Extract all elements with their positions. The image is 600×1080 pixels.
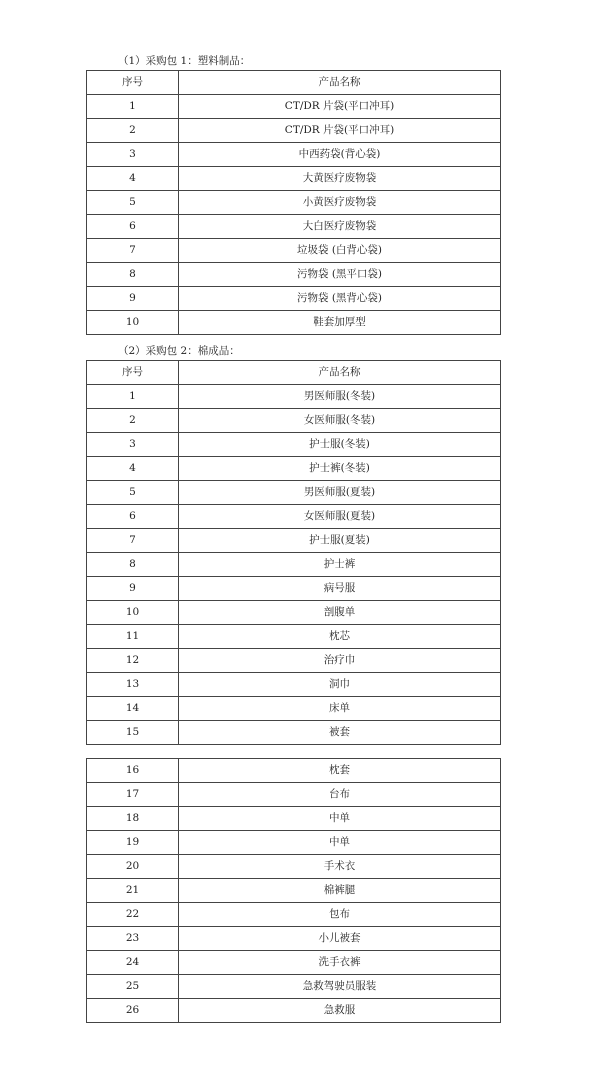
cotton-products-table (86, 360, 501, 745)
table-row (87, 807, 501, 831)
section-2-title: （2）采购包 2：棉成品： (118, 345, 240, 357)
row-product-name-cell: 污物袋 (黑平口袋) (179, 263, 501, 287)
table-row (87, 287, 501, 311)
row-product-name-cell: 治疗巾 (179, 649, 501, 673)
row-product-name-cell: 男医师服(冬装) (179, 385, 501, 409)
table-row (87, 697, 501, 721)
cotton-products-table-continued (86, 758, 501, 1023)
table-row (87, 831, 501, 855)
table-row (87, 879, 501, 903)
row-product-name-cell: 中单 (179, 831, 501, 855)
row-index-cell: 6 (87, 215, 179, 239)
row-product-name-cell: 被套 (179, 721, 501, 745)
table-row (87, 215, 501, 239)
section-1-title: （1）采购包 1：塑料制品： (118, 55, 251, 67)
row-product-name-cell: 污物袋 (黑背心袋) (179, 287, 501, 311)
row-index-cell: 24 (87, 951, 179, 975)
row-product-name-cell: 包布 (179, 903, 501, 927)
table-row (87, 505, 501, 529)
row-product-name-cell: CT/DR 片袋(平口冲耳) (179, 119, 501, 143)
table-row (87, 119, 501, 143)
plastic-products-table (86, 70, 501, 335)
row-product-name-cell: CT/DR 片袋(平口冲耳) (179, 95, 501, 119)
row-index-cell: 19 (87, 831, 179, 855)
table-row (87, 311, 501, 335)
header-product-name: 产品名称 (179, 361, 501, 385)
table-row (87, 143, 501, 167)
table-row (87, 529, 501, 553)
row-index-cell: 11 (87, 625, 179, 649)
row-index-cell: 13 (87, 673, 179, 697)
table-row (87, 649, 501, 673)
row-index-cell: 2 (87, 119, 179, 143)
table-row (87, 951, 501, 975)
row-product-name-cell: 手术衣 (179, 855, 501, 879)
row-product-name-cell: 洞巾 (179, 673, 501, 697)
table-row (87, 553, 501, 577)
row-index-cell: 15 (87, 721, 179, 745)
table-row (87, 433, 501, 457)
table-row (87, 167, 501, 191)
row-product-name-cell: 男医师服(夏装) (179, 481, 501, 505)
table-row (87, 191, 501, 215)
row-index-cell: 9 (87, 577, 179, 601)
row-index-cell: 8 (87, 553, 179, 577)
row-product-name-cell: 台布 (179, 783, 501, 807)
table-row (87, 239, 501, 263)
table-row (87, 601, 501, 625)
row-product-name-cell: 护士服(夏装) (179, 529, 501, 553)
row-product-name-cell: 护士裤(冬装) (179, 457, 501, 481)
table-row (87, 783, 501, 807)
table-row (87, 855, 501, 879)
row-index-cell: 26 (87, 999, 179, 1023)
row-index-cell: 1 (87, 385, 179, 409)
row-product-name-cell: 大白医疗废物袋 (179, 215, 501, 239)
row-index-cell: 16 (87, 759, 179, 783)
table-row (87, 481, 501, 505)
table-row (87, 95, 501, 119)
row-index-cell: 14 (87, 697, 179, 721)
table-header-row (87, 361, 501, 385)
row-index-cell: 9 (87, 287, 179, 311)
row-index-cell: 5 (87, 191, 179, 215)
table-row (87, 975, 501, 999)
table-row (87, 999, 501, 1023)
row-index-cell: 7 (87, 239, 179, 263)
row-index-cell: 3 (87, 143, 179, 167)
row-index-cell: 21 (87, 879, 179, 903)
table-row (87, 263, 501, 287)
table-row (87, 409, 501, 433)
table-row (87, 721, 501, 745)
row-index-cell: 12 (87, 649, 179, 673)
row-index-cell: 2 (87, 409, 179, 433)
table-row (87, 625, 501, 649)
header-product-name: 产品名称 (179, 71, 501, 95)
row-index-cell: 4 (87, 457, 179, 481)
row-product-name-cell: 中单 (179, 807, 501, 831)
header-index: 序号 (87, 361, 179, 385)
row-product-name-cell: 小儿被套 (179, 927, 501, 951)
row-product-name-cell: 病号服 (179, 577, 501, 601)
row-index-cell: 10 (87, 311, 179, 335)
row-index-cell: 8 (87, 263, 179, 287)
row-index-cell: 3 (87, 433, 179, 457)
row-product-name-cell: 护士服(冬装) (179, 433, 501, 457)
row-index-cell: 7 (87, 529, 179, 553)
row-product-name-cell: 棉裤腿 (179, 879, 501, 903)
row-product-name-cell: 垃圾袋 (白背心袋) (179, 239, 501, 263)
row-product-name-cell: 鞋套加厚型 (179, 311, 501, 335)
row-index-cell: 6 (87, 505, 179, 529)
row-product-name-cell: 急救驾驶员服装 (179, 975, 501, 999)
row-product-name-cell: 枕套 (179, 759, 501, 783)
table-row (87, 673, 501, 697)
row-index-cell: 4 (87, 167, 179, 191)
row-index-cell: 17 (87, 783, 179, 807)
row-index-cell: 5 (87, 481, 179, 505)
table-row (87, 903, 501, 927)
table-header-row (87, 71, 501, 95)
row-product-name-cell: 剖腹单 (179, 601, 501, 625)
table-row (87, 457, 501, 481)
table-row (87, 759, 501, 783)
header-index: 序号 (87, 71, 179, 95)
row-index-cell: 25 (87, 975, 179, 999)
row-product-name-cell: 枕芯 (179, 625, 501, 649)
row-product-name-cell: 急救服 (179, 999, 501, 1023)
row-product-name-cell: 中西药袋(背心袋) (179, 143, 501, 167)
row-index-cell: 1 (87, 95, 179, 119)
row-product-name-cell: 女医师服(夏装) (179, 505, 501, 529)
row-product-name-cell: 护士裤 (179, 553, 501, 577)
table-row (87, 577, 501, 601)
row-product-name-cell: 大黄医疗废物袋 (179, 167, 501, 191)
row-index-cell: 23 (87, 927, 179, 951)
row-product-name-cell: 小黄医疗废物袋 (179, 191, 501, 215)
row-index-cell: 22 (87, 903, 179, 927)
table-row (87, 927, 501, 951)
row-product-name-cell: 床单 (179, 697, 501, 721)
row-index-cell: 20 (87, 855, 179, 879)
row-index-cell: 18 (87, 807, 179, 831)
table-row (87, 385, 501, 409)
row-product-name-cell: 洗手衣裤 (179, 951, 501, 975)
row-index-cell: 10 (87, 601, 179, 625)
row-product-name-cell: 女医师服(冬装) (179, 409, 501, 433)
